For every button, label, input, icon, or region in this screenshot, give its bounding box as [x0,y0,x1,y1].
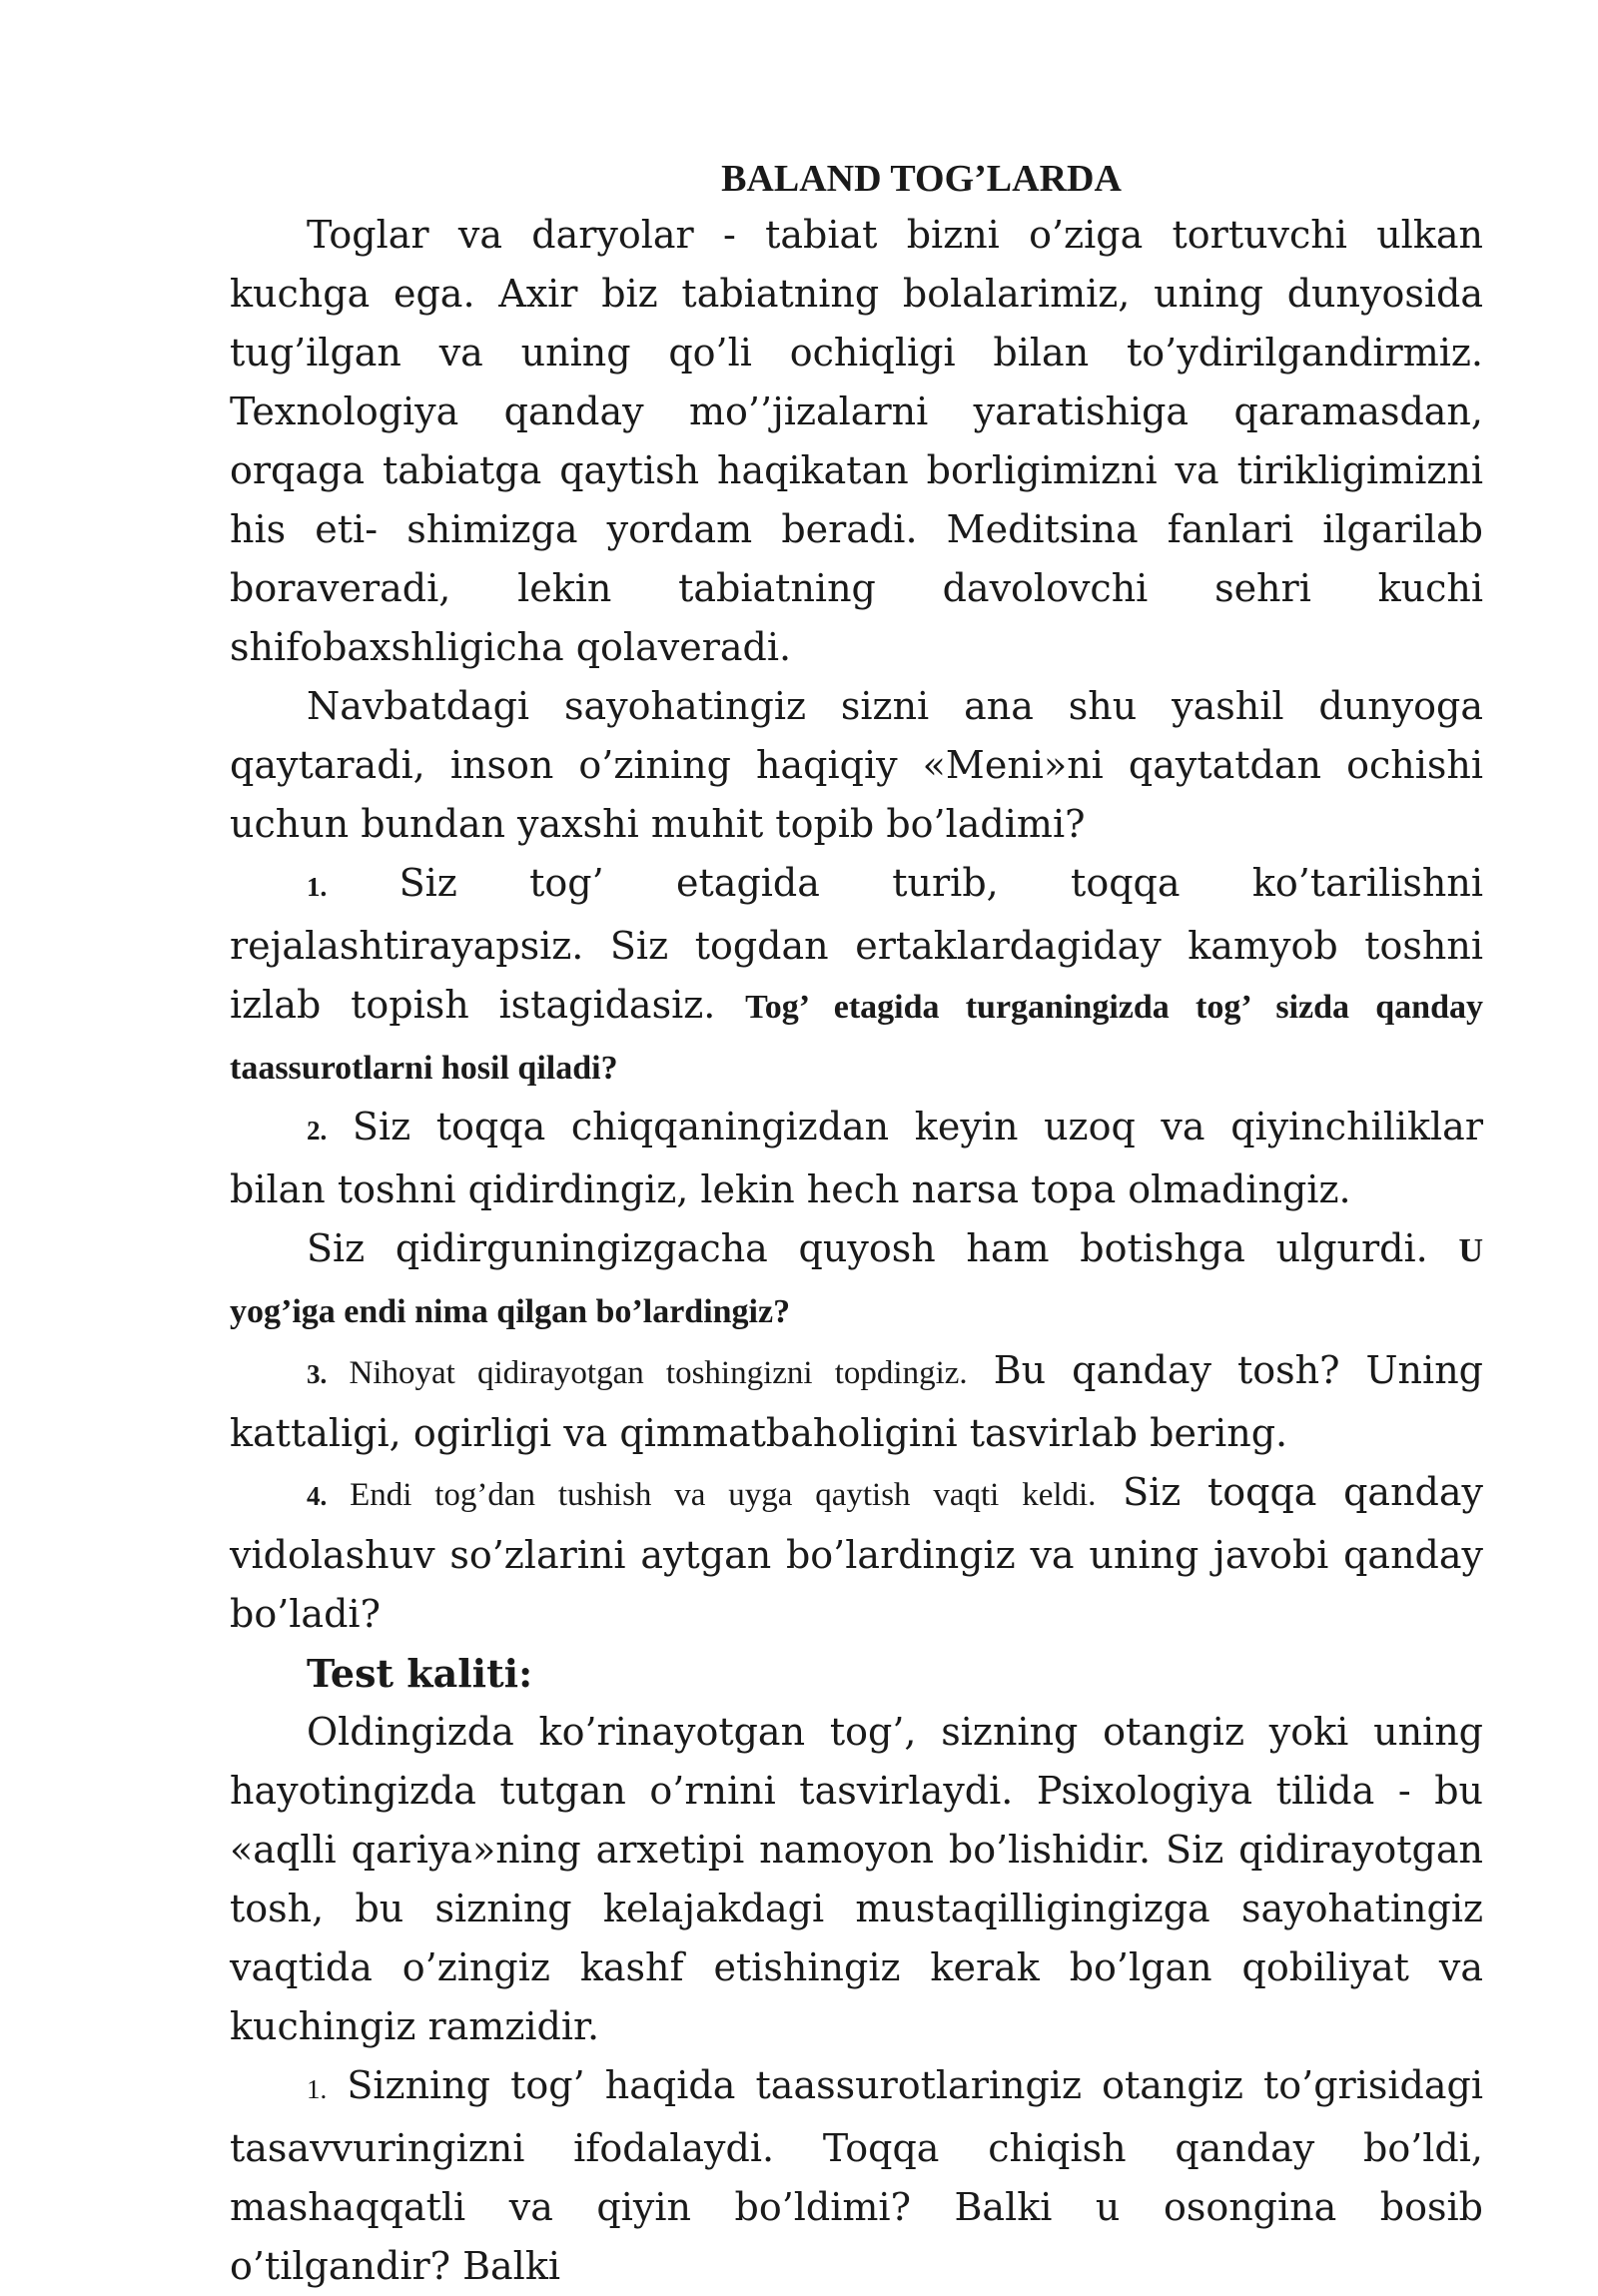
question-item-2 [230,1098,1483,1219]
item-lead-text: Nihoyat qidirayotgan toshingizni topdingiz. [327,1355,968,1391]
item-text: Sizning tog’ haqida taassurotlaringiz otangiz to’grisidagi tasavvuringizni ifodalaydi. Toqqa chiqish qanday bo’ldi, mashaqqatli va qiyin bo’ldimi? Balki u osongina bosib o’tilgandir? Balki [230,2063,1483,2288]
item-text: Siz toqqa chiqqaningizdan keyin uzoq va qiyinchiliklar bilan toshni qidirdingiz, lekin hech narsa topa olmadingiz. [230,1105,1483,1211]
item-number: 1. [307,2074,328,2104]
question-item-4 [230,1463,1483,1644]
question-item-1 [230,854,1483,1098]
item-text: Siz qidirguningizgacha quyosh ham botishga ulgurdi. [307,1226,1459,1270]
intro-paragraph-1: Toglar va daryolar - tabiat bizni o’ziga tortuvchi ulkan kuchga ega. Axir biz tabiatning bolalarimiz, uning dunyosida tug’ilgan va uning qo’li ochiqligi bilan to’ydirilgandirmiz. Texnologiya qanday mo’’jizalarni yaratishiga qaramasdan, orqaga tabiatga qaytish haqikatan borligimizni va tirikligimizni his eti- shimizga yordam beradi. Meditsina fanlari ilgarilab boraveradi, lekin tabiatning davolovchi sehri kuchi shifobaxshligicha qolaveradi. [230,213,1483,669]
intro-paragraph-2: Navbatdagi sayohatingiz sizni ana shu yashil dunyoga qaytaradi, inson o’zining haqiqiy «Meni»ni qaytatdan ochishi uchun bundan yaxshi muhit topib bo’ladimi? [230,684,1483,846]
document-body [230,152,1483,2296]
item-text: Bu qanday tosh? Uning kattaligi, ogirligi va qimmatbaholigini tasvirlab bering. [230,1348,1483,1455]
item-text: Siz toqqa qanday vidolashuv so’zlarini aytgan bo’lardingiz va uning javobi qanday bo’ladi? [230,1470,1483,1636]
question-item-3 [230,1341,1483,1463]
item-question: Tog’ etagida turganingizda tog’ sizda qanday taassurotlarni hosil qiladi? [230,989,1483,1087]
item-number: 2. [307,1116,328,1146]
item-number: 4. [307,1481,328,1511]
item-question: U yog’iga endi nima qilgan bo’lardingiz? [230,1232,1483,1330]
item-number: 1. [307,872,328,902]
page-title: BALAND TOG’LARDA [721,158,1122,200]
item-text: Siz tog’ etagida turib, toqqa ko’tarilishni rejalashtirayapsiz. Siz togdan ertaklardagiday kamyob toshni izlab topish istagidasiz. [230,861,1483,1027]
test-key-paragraph: Oldingizda ko’rinayotgan tog’, sizning otangiz yoki uning hayotingizda tutgan o’rnini tasvirlaydi. Psixologiya tilida - bu «aqlli qariya»ning arxetipi namoyon bo’lishidir. Siz qidirayotgan tosh, bu sizning kelajakdagi mustaqilligingizga sayohatingiz vaqtida o’zingiz kashf etishingiz kerak bo’lgan qobiliyat va kuchingiz ramzidir. [230,1710,1483,2048]
test-key-item-1 [230,2056,1483,2296]
test-key-heading: Test kaliti: [307,1651,533,1696]
item-number: 3. [307,1359,328,1389]
question-item-2-continued [230,1219,1483,1341]
item-lead-text: Endi tog’dan tushish va uyga qaytish vaqti keldi. [327,1477,1097,1513]
